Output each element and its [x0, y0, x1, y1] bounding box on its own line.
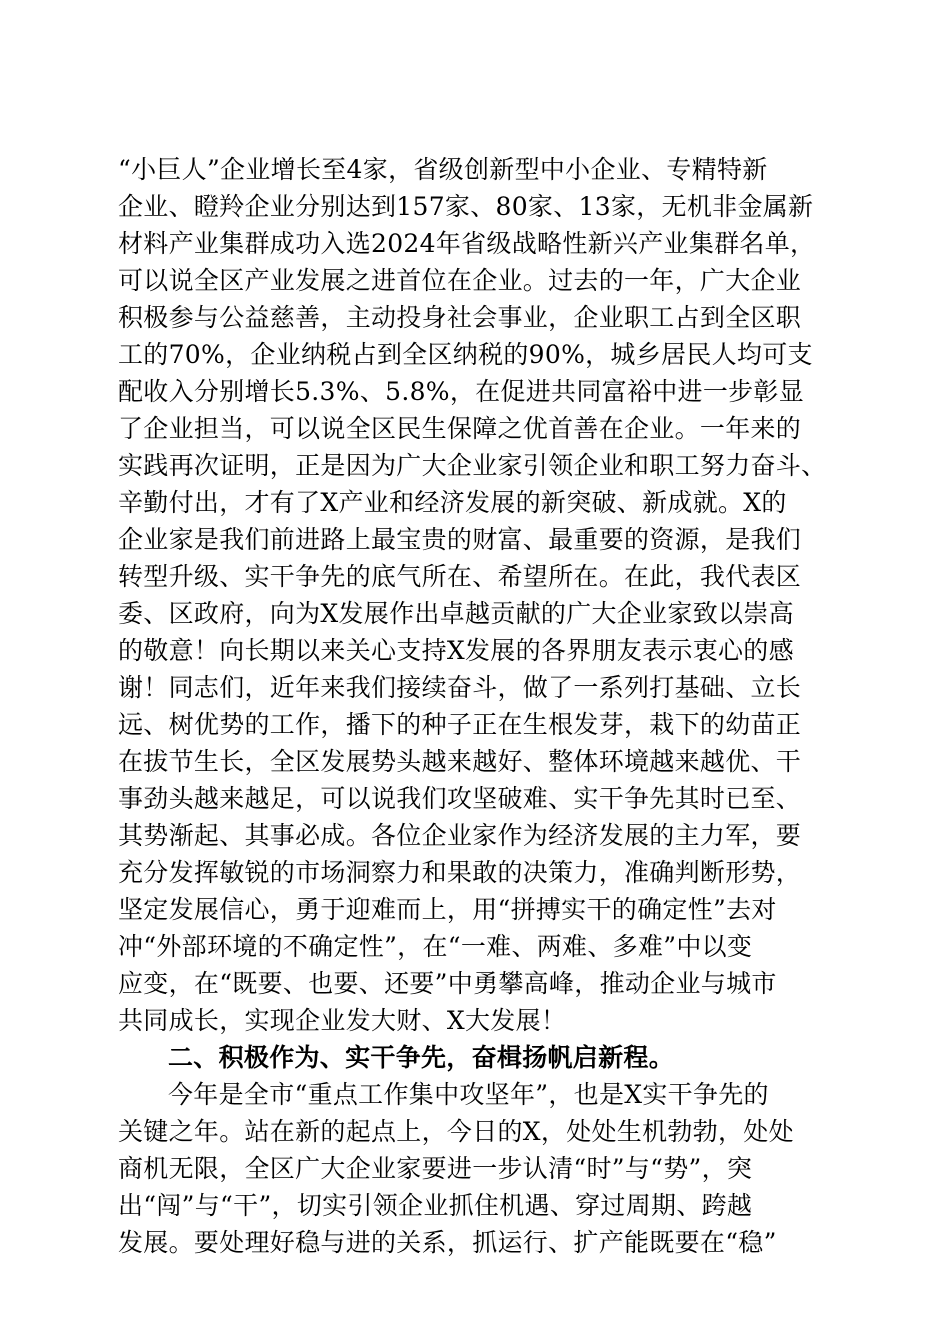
body-text-line: 充分发挥敏锐的市场洞察力和果敢的决策力，准确判断形势， — [118, 858, 802, 887]
body-text-line: 冲“外部环境的不确定性”，在“一难、两难、多难”中以变 — [118, 932, 753, 961]
section-heading: 二、积极作为、实干争先，奋楫扬帆启新程。 — [168, 1043, 675, 1072]
body-text-line: 其势渐起、其事必成。各位企业家作为经济发展的主力军，要 — [118, 821, 802, 850]
body-text-line: 企业家是我们前进路上最宝贵的财富、最重要的资源，是我们 — [118, 525, 802, 554]
body-text-line: “小巨人”企业增长至4家，省级创新型中小企业、专精特新 — [118, 155, 768, 184]
body-text-line: 委、区政府，向为X发展作出卓越贡献的广大企业家致以崇高 — [118, 599, 794, 628]
body-text-line: 在拔节生长，全区发展势头越来越好、整体环境越来越优、干 — [118, 747, 802, 776]
body-text-line: 事劲头越来越足，可以说我们攻坚破难、实干争先其时已至、 — [118, 784, 802, 813]
body-text-line: 共同成长，实现企业发大财、X大发展！ — [118, 1006, 567, 1035]
body-text-line: 关键之年。站在新的起点上，今日的X，处处生机勃勃，处处 — [118, 1117, 794, 1146]
body-text-line: 应变，在“既要、也要、还要”中勇攀高峰，推动企业与城市 — [118, 969, 777, 998]
body-text-line: 今年是全市“重点工作集中攻坚年”，也是X实干争先的 — [168, 1080, 769, 1109]
body-text-line: 工的70%，企业纳税占到全区纳税的90%，城乡居民人均可支 — [118, 340, 813, 369]
body-text-line: 辛勤付出，才有了X产业和经济发展的新突破、新成就。X的 — [118, 488, 787, 517]
body-text-line: 企业、瞪羚企业分别达到157家、80家、13家，无机非金属新 — [118, 192, 814, 221]
body-text-line: 远、树优势的工作，播下的种子正在生根发芽，栽下的幼苗正 — [118, 710, 802, 739]
body-text-line: 转型升级、实干争先的底气所在、希望所在。在此，我代表区 — [118, 562, 802, 591]
body-text-line: 商机无限，全区广大企业家要进一步认清“时”与“势”，突 — [118, 1154, 753, 1183]
body-text-line: 的敬意！向长期以来关心支持X发展的各界朋友表示衷心的感 — [118, 636, 794, 665]
body-text-line: 坚定发展信心，勇于迎难而上，用“拼搏实干的确定性”去对 — [118, 895, 777, 924]
body-text-line: 发展。要处理好稳与进的关系，抓运行、扩产能既要在“稳” — [118, 1228, 777, 1257]
body-text-line: 了企业担当，可以说全区民生保障之优首善在企业。一年来的 — [118, 414, 802, 443]
body-text-line: 材料产业集群成功入选2024年省级战略性新兴产业集群名单， — [118, 229, 816, 258]
body-text-line: 谢！同志们，近年来我们接续奋斗，做了一系列打基础、立长 — [118, 673, 802, 702]
body-text-line: 出“闯”与“干”，切实引领企业抓住机遇、穿过周期、跨越 — [118, 1191, 753, 1220]
body-text-line: 配收入分别增长5.3%、5.8%，在促进共同富裕中进一步彰显 — [118, 377, 805, 406]
body-text-line: 可以说全区产业发展之进首位在企业。过去的一年，广大企业 — [118, 266, 802, 295]
body-text-line: 实践再次证明，正是因为广大企业家引领企业和职工努力奋斗、 — [118, 451, 827, 480]
body-text-line: 积极参与公益慈善，主动投身社会事业，企业职工占到全区职 — [118, 303, 802, 332]
